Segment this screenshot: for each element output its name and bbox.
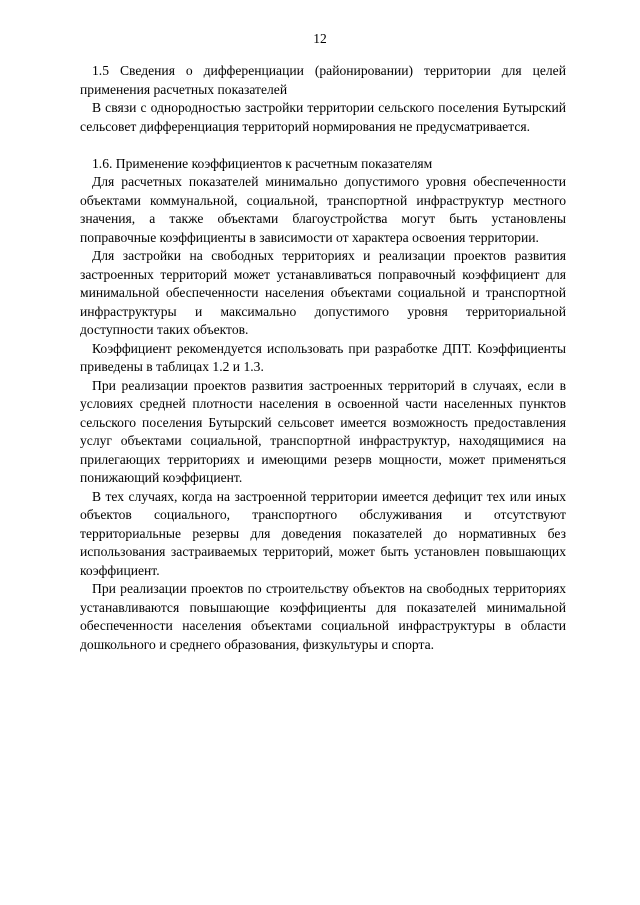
document-body bbox=[80, 62, 566, 654]
section-1-6-paragraph-1: Для расчетных показателей минимально допустимого уровня обеспеченности объектами коммунальной, социальной, транспортной инфраструктур местного значения, а также объектами благоустройства могут быть установлены поправочные коэффициенты в зависимости от характера освоения территории. bbox=[80, 174, 566, 245]
section-1-6-paragraph-5: В тех случаях, когда на застроенной территории имеется дефицит тех или иных объектов социального, транспортного обслуживания и отсутствуют территориальные резервы для доведения показателей до нормативных без использования застраиваемых территорий, может быть установлен повышающих коэффициент. bbox=[80, 488, 566, 578]
section-1-6-paragraph-3: Коэффициент рекомендуется использовать при разработке ДПТ. Коэффициенты приведены в таблицах 1.2 и 1.3. bbox=[80, 340, 566, 374]
page-number: 12 bbox=[313, 31, 327, 46]
section-1-6-heading: 1.6. Применение коэффициентов к расчетным показателям bbox=[92, 155, 433, 171]
section-1-6-paragraph-6: При реализации проектов по строительству объектов на свободных территориях устанавливаются повышающие коэффициенты для показателей минимальной обеспеченности населения объектами социальной инфраструктуры в области дошкольного и среднего образования, физкультуры и спорта. bbox=[80, 581, 566, 652]
section-1-6-paragraph-2: Для застройки на свободных территориях и реализации проектов развития застроенных территорий может устанавливаться поправочный коэффициент для минимальной обеспеченности населения объектами социальной и транспортной инфраструктуры и максимально допустимого уровня территориальной доступности таких объектов. bbox=[80, 248, 566, 337]
section-1-6-paragraph-4: При реализации проектов развития застроенных территорий в случаях, если в условиях средней плотности населения в освоенной части населенных пунктов сельского поселения Бутырский сельсовет имеется возможность предоставления услуг объектами социальной, транспортной инфраструктур, находящимися на прилегающих территориях и имеющими резерв мощности, может применяться понижающий коэффициент. bbox=[80, 377, 566, 485]
section-1-5-heading: 1.5 Сведения о дифференциации (районировании) территории для целей применения расчетных показателей bbox=[80, 63, 566, 97]
section-1-5-paragraph: В связи с однородностью застройки территории сельского поселения Бутырский сельсовет дифференциация территорий нормирования не предусматривается. bbox=[80, 100, 566, 134]
section-spacer bbox=[80, 136, 566, 155]
